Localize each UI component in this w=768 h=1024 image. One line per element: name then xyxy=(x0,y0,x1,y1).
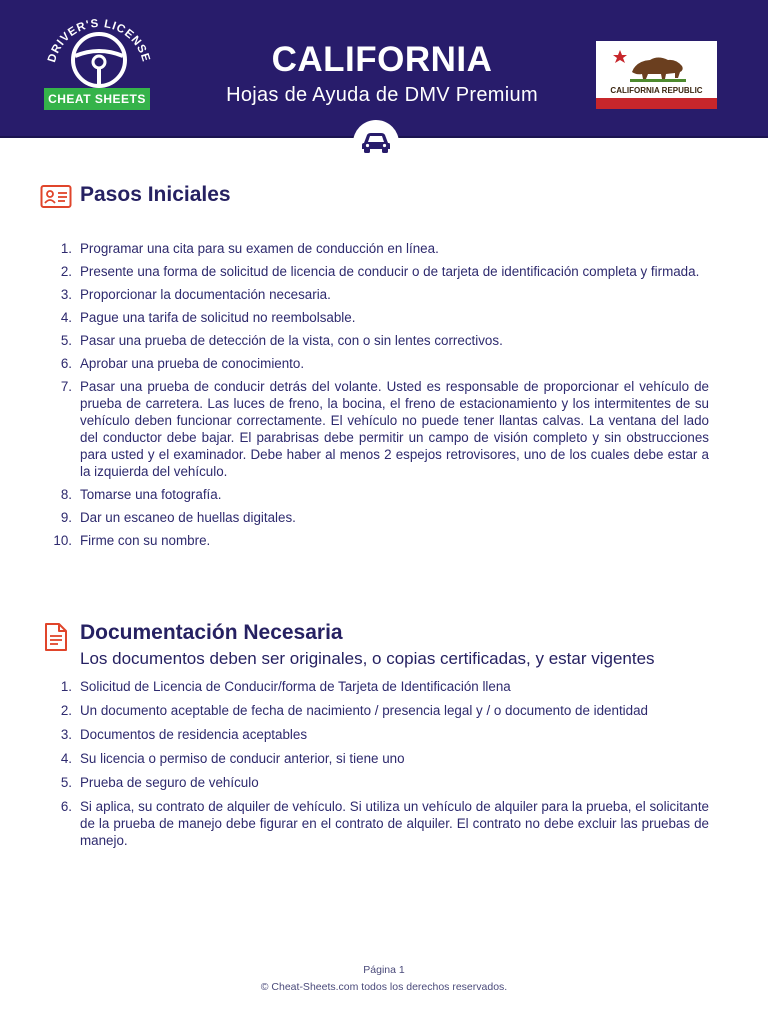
list-item xyxy=(40,286,709,303)
list-item xyxy=(40,702,709,719)
list-item xyxy=(40,240,709,257)
documents-list xyxy=(40,678,709,856)
page-title: CALIFORNIA xyxy=(271,40,493,79)
item-number: 1. xyxy=(60,241,72,256)
section-title: Documentación Necesaria xyxy=(80,621,343,644)
copyright: © Cheat-Sheets.com todos los derechos reservados. xyxy=(260,981,508,993)
list-item xyxy=(40,332,709,349)
item-number: 4. xyxy=(60,751,72,766)
item-number: 4. xyxy=(60,310,72,325)
logo-ribbon: CHEAT SHEETS xyxy=(44,88,150,110)
item-text: Presente una forma de solicitud de licencia de conducir o de tarjeta de identificación completa y firmada. xyxy=(80,264,700,279)
list-item xyxy=(40,750,709,767)
item-text: Tomarse una fotografía. xyxy=(80,487,222,502)
list-item xyxy=(40,486,709,503)
list-item xyxy=(40,678,709,695)
list-item xyxy=(40,378,709,480)
item-number: 7. xyxy=(60,379,72,394)
item-text: Dar un escaneo de huellas digitales. xyxy=(80,510,296,525)
item-number: 1. xyxy=(60,679,72,694)
item-number: 3. xyxy=(60,287,72,302)
list-item xyxy=(40,532,709,549)
item-text: Pague una tarifa de solicitud no reembolsable. xyxy=(80,310,356,325)
item-number: 5. xyxy=(60,333,72,348)
list-item xyxy=(40,263,709,280)
car-badge xyxy=(353,120,399,166)
list-item xyxy=(40,798,709,849)
item-text: Proporcionar la documentación necesaria. xyxy=(80,287,331,302)
id-card-icon xyxy=(40,183,72,209)
item-text: Su licencia o permiso de conducir anterior, si tiene uno xyxy=(80,751,405,766)
item-text: Si aplica, su contrato de alquiler de vehículo. Si utiliza un vehículo de alquiler para la prueba, el solicitante de la prueba de manejo debe figurar en el contrato de alquiler. El contrato no debe excluir las pruebas de manejo. xyxy=(80,799,709,848)
brand-logo xyxy=(40,10,158,120)
california-flag xyxy=(596,41,717,109)
item-number: 10. xyxy=(53,533,72,548)
item-text: Pasar una prueba de conducir detrás del volante. Usted es responsable de proporcionar el vehículo de prueba de carretera. Las luces de freno, la bocina, el freno de estacionamiento y los intermitentes de su vehículo deben funcionar correctamente. El vehículo no puede tener llantas calvas. La ventana del lado del conductor debe bajar. El parabrisas debe permitir un campo de visión completo y sin obstrucciones para usted y el examinador. Debe haber al menos 2 espejos retrovisores, uno de los cuales debe estar a la izquierda del vehículo. xyxy=(80,379,709,479)
item-number: 3. xyxy=(60,727,72,742)
item-number: 2. xyxy=(60,264,72,279)
item-number: 5. xyxy=(60,775,72,790)
page-number: Página 1 xyxy=(363,964,405,976)
item-text: Un documento aceptable de fecha de nacimiento / presencia legal y / o documento de identidad xyxy=(80,703,648,718)
list-item xyxy=(40,726,709,743)
item-text: Firme con su nombre. xyxy=(80,533,211,548)
item-text: Aprobar una prueba de conocimiento. xyxy=(80,356,305,371)
list-item xyxy=(40,309,709,326)
item-text: Solicitud de Licencia de Conducir/forma de Tarjeta de Identificación llena xyxy=(80,679,511,694)
car-icon xyxy=(361,130,391,154)
flag-red-stripe xyxy=(596,98,717,109)
list-item xyxy=(40,509,709,526)
section-title: Pasos Iniciales xyxy=(80,183,231,206)
bear-flag-icon xyxy=(596,41,717,86)
flag-text: CALIFORNIA REPUBLIC xyxy=(610,86,703,95)
document-icon xyxy=(40,621,72,653)
item-number: 8. xyxy=(60,487,72,502)
item-number: 6. xyxy=(60,799,72,814)
steering-wheel-icon xyxy=(40,10,158,94)
item-text: Prueba de seguro de vehículo xyxy=(80,775,259,790)
item-text: Documentos de residencia aceptables xyxy=(80,727,308,742)
list-item xyxy=(40,774,709,791)
section-subtitle: Los documentos deben ser originales, o copias certificadas, y estar vigentes xyxy=(80,649,655,668)
list-item xyxy=(40,355,709,372)
logo-arc-text: DRIVER'S LICENSE xyxy=(46,17,152,64)
header-banner xyxy=(0,0,768,138)
steps-list xyxy=(40,240,709,555)
item-number: 2. xyxy=(60,703,72,718)
page-subtitle: Hojas de Ayuda de DMV Premium xyxy=(226,84,538,106)
item-number: 6. xyxy=(60,356,72,371)
item-number: 9. xyxy=(60,510,72,525)
item-text: Programar una cita para su examen de conducción en línea. xyxy=(80,241,439,256)
item-text: Pasar una prueba de detección de la vista, con o sin lentes correctivos. xyxy=(80,333,503,348)
